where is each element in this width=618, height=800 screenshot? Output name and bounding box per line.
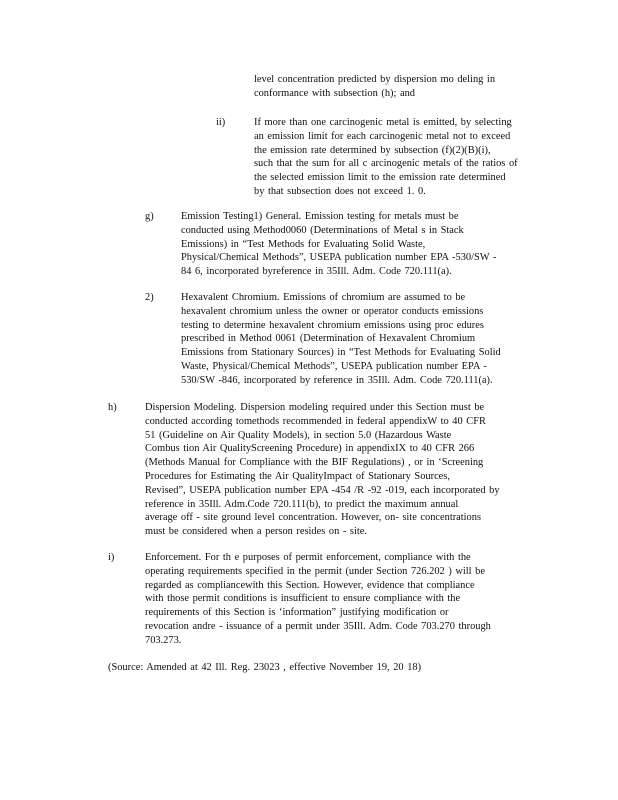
source-note [108,661,468,675]
text-line: conducted using Method0060 (Determinations of Metal s in Stack [181,224,464,236]
text-line: such that the sum for all c arcinogenic metals of the ratios of [254,158,518,170]
text-line: requirements of this Section is ‘information” justifying modification or [145,607,449,619]
item-ii-marker: ii) [216,117,226,128]
text-line: If more than one carcinogenic metal is emitted, by selecting [254,117,512,128]
text-line: the selected emission limit to the emission rate determined [254,172,506,184]
text-line: 703.273. [145,634,182,646]
text-line: by that subsection does not exceed 1. 0. [254,185,426,197]
text-line: Emission Testing1) General. Emission testing for metals must be [181,211,459,222]
text-line: level concentration predicted by dispersion mo deling in [254,74,496,85]
text-line: 530/SW -846, incorporated by reference in 35Ill. Adm. Code 720.111(a). [181,374,493,386]
text-line: conformance with subsection (h); and [254,87,415,99]
text-line: conducted according tomethods recommended in federal appendixW to 40 CFR [145,415,486,427]
text-line: (Methods Manual for Compliance with the BIF Regulations) , or in ‘Screening [145,457,484,469]
item-i-marker: i) [108,552,115,563]
text-line: Emissions) in “Test Methods for Evaluating Solid Waste, [181,238,426,250]
text-line: operating requirements specified in the permit (under Section 726.202 ) will be [145,565,485,577]
text-line: Waste, Physical/Chemical Methods”, USEPA publication number EPA - [181,360,487,372]
text-line: reference in 35Ill. Adm.Code 720.111(b), to predict the maximum annual [145,498,459,510]
text-line: must be considered when a person resides on - site. [145,526,367,538]
text-line: Hexavalent Chromium. Emissions of chromium are assumed to be [181,292,466,303]
text-line: revocation andre - issuance of a permit under 35Ill. Adm. Code 703.270 through [145,620,491,632]
text-line: regarded as compliancewith this Section. However, evidence that compliance [145,579,475,591]
text-line: with those permit conditions is insufficient to ensure compliance with the [145,593,461,605]
item-g2-marker: 2) [145,292,154,303]
item-g-marker: g) [145,211,154,222]
text-line: Procedures for Estimating the Air QualityImpact of Stationary Sources, [145,470,450,482]
text-line: Dispersion Modeling. Dispersion modeling required under this Section must be [145,402,485,413]
text-line: testing to determine hexavalent chromium emissions using proc edures [181,319,484,331]
item-b-continuation [254,73,534,101]
text-line: prescribed in Method 0061 (Determination of Hexavalent Chromium [181,333,476,345]
item-g2-text [181,291,541,388]
item-g-text [181,210,541,279]
text-line: Enforcement. For th e purposes of permit enforcement, compliance with the [145,552,471,563]
text-line: Physical/Chemical Methods”, USEPA publication number EPA -530/SW - [181,252,497,264]
text-line: Combus tion Air QualityScreening Procedure) in appendixIX to 40 CFR 266 [145,443,475,455]
item-h-text [145,401,540,539]
item-ii-text [254,116,544,199]
text-line: Revised”, USEPA publication number EPA -454 /R -92 -019, each incorporated by [145,484,500,496]
text-line: (Source: Amended at 42 Ill. Reg. 23023 , effective November 19, 20 18) [108,662,422,673]
text-line: Emissions from Stationary Sources) in “Test Methods for Evaluating Solid [181,347,501,359]
text-line: an emission limit for each carcinogenic metal not to exceed [254,130,511,142]
text-line: the emission rate determined by subsection (f)(2)(B)(i), [254,144,491,156]
item-i-text [145,551,530,648]
text-line: 84 6, incorporated byreference in 35Ill. Adm. Code 720.111(a). [181,266,452,278]
text-line: 51 (Guideline on Air Quality Models), in section 5.0 (Hazardous Waste [145,429,452,441]
text-line: hexavalent chromium unless the owner or operator conducts emissions [181,305,484,317]
text-line: average off - site ground level concentration. However, on- site concentrations [145,512,481,524]
item-h-marker: h) [108,402,117,413]
